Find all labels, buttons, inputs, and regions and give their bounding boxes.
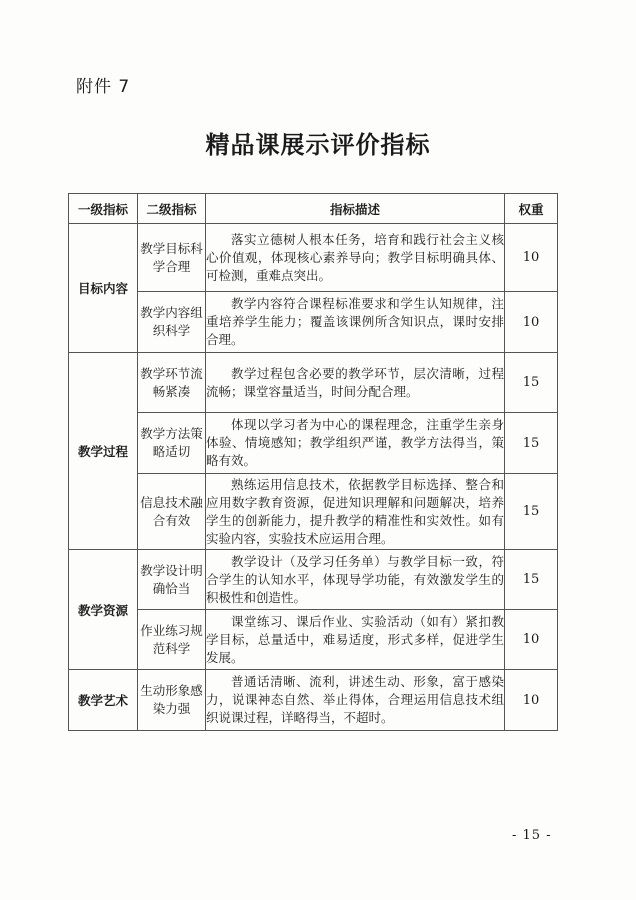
header-weight: 权重 (505, 194, 558, 224)
table-header-row (69, 194, 558, 224)
table-row (69, 353, 558, 413)
weight-cell: 10 (505, 292, 558, 353)
weight-cell: 10 (505, 610, 558, 670)
level2-cell: 生动形象感染力强 (138, 670, 206, 731)
weight-cell: 15 (505, 413, 558, 474)
table-row (69, 670, 558, 731)
table-row (69, 550, 558, 610)
level2-cell: 教学方法策略适切 (138, 413, 206, 474)
page-number: - 15 - (512, 828, 552, 843)
description-cell: 教学设计（及学习任务单）与教学目标一致，符合学生的认知水平，体现导学功能，有效激发学生的积极性和创造性。 (206, 550, 505, 610)
level1-cell: 目标内容 (69, 224, 138, 353)
header-level1: 一级指标 (69, 194, 138, 224)
weight-cell: 15 (505, 474, 558, 550)
table-row (69, 224, 558, 292)
description-cell: 课堂练习、课后作业、实验活动（如有）紧扣教学目标，总量适中，难易适度，形式多样，促进学生发展。 (206, 610, 505, 670)
table-row (69, 413, 558, 474)
description-cell: 落实立德树人根本任务，培育和践行社会主义核心价值观，体现核心素养导向；教学目标明确具体、可检测，重难点突出。 (206, 224, 505, 292)
level2-cell: 教学设计明确恰当 (138, 550, 206, 610)
header-level2: 二级指标 (138, 194, 206, 224)
weight-cell: 15 (505, 550, 558, 610)
description-cell: 熟练运用信息技术，依据教学目标选择、整合和应用数字教育资源，促进知识理解和问题解决，培养学生的创新能力，提升教学的精准性和实效性。如有实验内容，实验技术应运用合理。 (206, 474, 505, 550)
level2-cell: 教学环节流畅紧凑 (138, 353, 206, 413)
attachment-label: 附件 7 (76, 77, 131, 97)
weight-cell: 15 (505, 353, 558, 413)
level1-cell: 教学艺术 (69, 670, 138, 731)
header-description: 指标描述 (206, 194, 505, 224)
weight-cell: 10 (505, 670, 558, 731)
level1-cell: 教学资源 (69, 550, 138, 670)
table-row (69, 474, 558, 550)
description-cell: 体现以学习者为中心的课程理念，注重学生亲身体验、情境感知；教学组织严谨，教学方法得当，策略有效。 (206, 413, 505, 474)
level1-cell: 教学过程 (69, 353, 138, 550)
level2-cell: 教学目标科学合理 (138, 224, 206, 292)
table-row (69, 292, 558, 353)
description-cell: 教学过程包含必要的教学环节，层次清晰，过程流畅；课堂容量适当，时间分配合理。 (206, 353, 505, 413)
table-row (69, 610, 558, 670)
description-cell: 教学内容符合课程标准要求和学生认知规律，注重培养学生能力；覆盖该课例所含知识点，课时安排合理。 (206, 292, 505, 353)
level2-cell: 信息技术融合有效 (138, 474, 206, 550)
description-cell: 普通话清晰、流利，讲述生动、形象，富于感染力，说课神态自然、举止得体，合理运用信息技术组织说课过程，详略得当，不超时。 (206, 670, 505, 731)
evaluation-table (68, 193, 558, 731)
level2-cell: 教学内容组织科学 (138, 292, 206, 353)
page-title: 精品课展示评价指标 (205, 131, 431, 159)
weight-cell: 10 (505, 224, 558, 292)
level2-cell: 作业练习规范科学 (138, 610, 206, 670)
